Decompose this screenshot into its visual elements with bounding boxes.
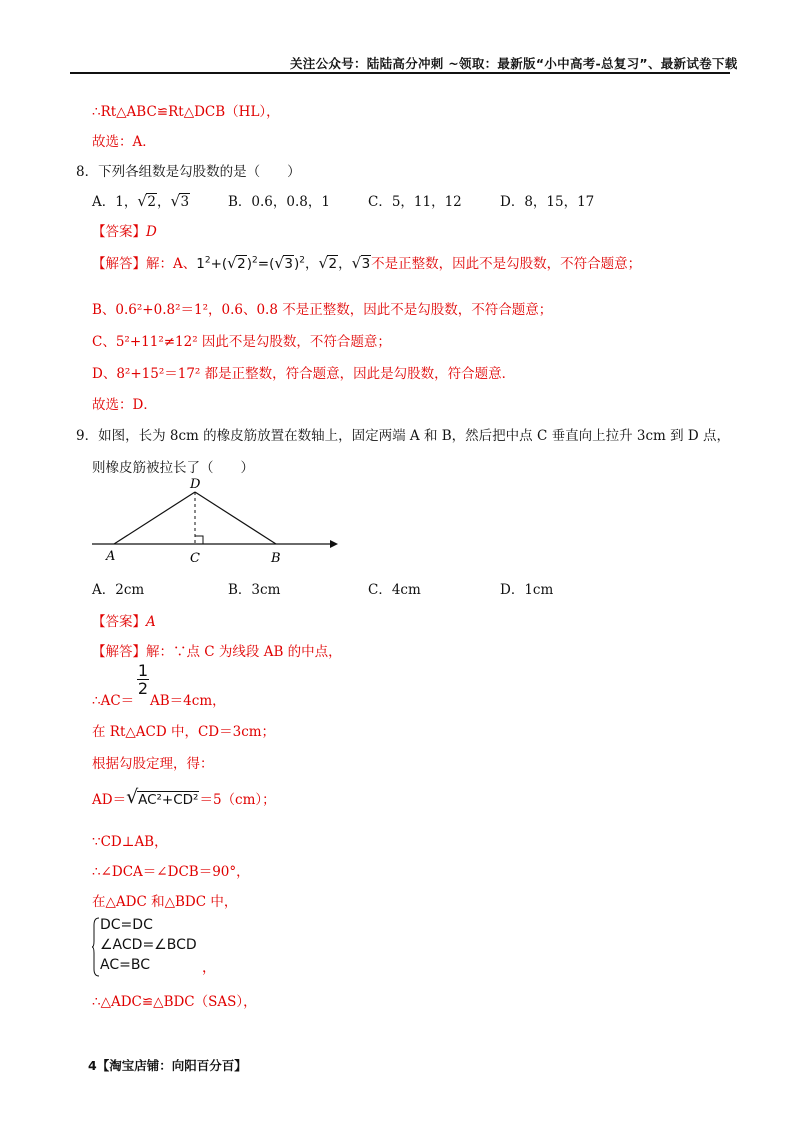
q8-solution-b: B、0.6²+0.8²＝1²，0.6、0.8 不是正整数，因此不是勾股数，不符合题意；: [92, 302, 553, 318]
q8-option-d: D．8，15，17: [500, 194, 595, 210]
radicand: AC²+CD²: [138, 792, 199, 808]
label-b: B: [271, 551, 281, 566]
q9-solution-5-post: ＝5（cm）；: [199, 792, 276, 808]
fraction-one-half: [137, 662, 149, 697]
number-line-arrow: [330, 540, 338, 548]
q8-solution-a-formula: $1^2+$( √ 2)$^2$=( √ 3)$^2$， √ 2， √ 3: [196, 254, 371, 272]
q8-option-a-text: A．1，: [92, 194, 138, 210]
segment-ad: [114, 492, 195, 544]
q9-option-a: A．2cm: [92, 582, 145, 598]
q9-answer: [92, 610, 156, 630]
q9-answer-label: 【答案】: [92, 614, 146, 630]
prev-choice: 故选：A．: [92, 134, 156, 150]
q8-answer-value: D: [146, 224, 157, 240]
q9-answer-value: A: [146, 614, 156, 630]
system-eq-1: DC=DC: [100, 917, 153, 933]
fraction-denominator: 2: [137, 679, 149, 698]
q8-solution-label: 【解答】: [92, 256, 146, 272]
q9-solution-5-pre: AD＝: [92, 792, 127, 808]
q8-option-b: B．0.6，0.8，1: [228, 194, 330, 210]
right-angle-mark: [195, 536, 203, 544]
q8-solution-a-prefix: 解：A、: [146, 256, 197, 272]
sqrt-ac-cd: √ AC²+CD²: [126, 786, 199, 808]
q9-solution-8: 在△ADC 和△BDC 中，: [92, 894, 238, 910]
q9-stem-line1: 9．如图，长为 8cm 的橡皮筋放置在数轴上，固定两端 A 和 B，然后把中点 C 垂直向上拉升 3cm 到 D 点，: [76, 428, 731, 444]
left-brace: [92, 917, 100, 977]
q8-solution-d: D、8²+15²＝17² 都是正整数，符合题意，因此是勾股数，符合题意．: [92, 366, 516, 382]
system-eq-2: ∠ACD=∠BCD: [100, 937, 197, 953]
q8-option-c: C．5，11，12: [368, 194, 462, 210]
q9-solution-7: ∴∠DCA＝∠DCB＝90°，: [92, 864, 250, 880]
segment-db: [195, 492, 276, 544]
q9-solution-2-pre: ∴AC＝: [92, 693, 135, 709]
q9-figure: [90, 476, 350, 568]
q9-option-d: D．1cm: [500, 582, 554, 598]
label-a: A: [106, 549, 116, 564]
q9-solution-1: [92, 640, 342, 660]
system-comma: ，: [202, 960, 216, 976]
page-footer: 4【淘宝店铺：向阳百分百】: [88, 1058, 247, 1073]
q8-final: 故选：D．: [92, 397, 157, 413]
fraction-numerator: 1: [137, 661, 149, 680]
q9-solution-5: [92, 788, 276, 808]
q9-solution-3: 在 Rt△ACD 中，CD＝3cm；: [92, 724, 276, 740]
prev-conclusion: ∴Rt△ABC≌Rt△DCB（HL），: [92, 104, 280, 120]
q8-solution-a: [92, 252, 641, 272]
q8-option-a: A．1， √ 2， √ 3: [92, 192, 190, 210]
q9-solution-1-text: 解：∵点 C 为线段 AB 的中点，: [146, 644, 342, 660]
label-d: D: [190, 477, 201, 492]
q9-stem-line2: 则橡皮筋被拉长了（ ）: [92, 460, 254, 476]
q9-solution-4: 根据勾股定理，得：: [92, 756, 214, 772]
q9-solution-2-post: AB＝4cm，: [150, 693, 226, 709]
q8-answer: [92, 220, 157, 240]
sqrt-3: √ 3: [170, 192, 190, 210]
q9-option-b: B．3cm: [228, 582, 281, 598]
q8-stem: 8．下列各组数是勾股数的是（ ）: [76, 164, 301, 180]
system-eq-3: AC=BC: [100, 957, 150, 973]
sqrt-2: √ 2: [137, 192, 156, 210]
q9-solution-label: 【解答】: [92, 644, 146, 660]
q9-option-c: C．4cm: [368, 582, 421, 598]
page-header: 关注公众号：陆陆高分冲刺 ~领取：最新版“小中高考-总复习”、最新试卷下载: [290, 56, 738, 71]
header-divider: [70, 72, 730, 74]
q9-solution-6: ∵CD⊥AB，: [92, 834, 168, 850]
q8-solution-a-tail: 不是正整数，因此不是勾股数，不符合题意；: [371, 256, 642, 272]
label-c: C: [190, 551, 200, 566]
q9-solution-9: ∴△ADC≌△BDC（SAS），: [92, 994, 257, 1010]
q8-solution-c: C、5²+11²≠12² 因此不是勾股数，不符合题意；: [92, 334, 391, 350]
q8-answer-label: 【答案】: [92, 224, 146, 240]
